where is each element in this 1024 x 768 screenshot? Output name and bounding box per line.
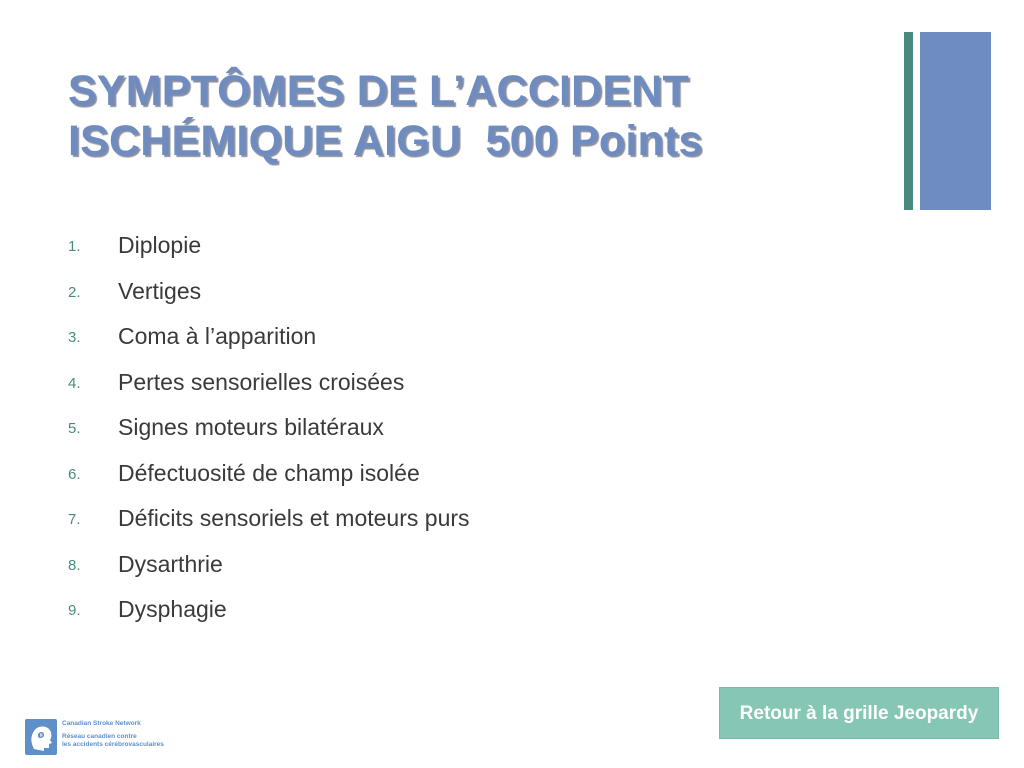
list-item-number: 5. [68, 420, 81, 437]
head-profile-icon [25, 719, 57, 755]
list-item-number: 8. [68, 556, 81, 574]
back-to-jeopardy-grid-button[interactable]: Retour à la grille Jeopardy [719, 687, 999, 739]
slide-title-line-2: ISCHÉMIQUE AIGU 500 Points [68, 117, 703, 165]
list-item-number: 9. [68, 602, 81, 619]
canadian-stroke-network-logo [25, 719, 205, 761]
logo-line-english: Canadian Stroke Network [62, 720, 141, 727]
list-item-text: Coma à l’apparition [118, 323, 317, 349]
list-item-number: 7. [68, 511, 81, 528]
slide-title-line-1: SYMPTÔMES DE L’ACCIDENT [68, 67, 689, 115]
list-item-text: Dysphagie [118, 596, 227, 622]
decorative-bar-thin [904, 32, 913, 210]
logo-text [62, 720, 164, 749]
list-item-text: Déficits sensoriels et moteurs purs [118, 505, 470, 531]
list-item-text: Signes moteurs bilatéraux [118, 414, 384, 440]
list-item-text: Dysarthrie [118, 550, 223, 577]
list-item-number: 6. [68, 465, 81, 483]
logo-line-french-2: les accidents cérébrovasculaires [62, 741, 164, 748]
decorative-bar-thick [920, 32, 991, 210]
list-item-text: Défectuosité de champ isolée [118, 459, 420, 486]
list-item-number: 4. [68, 374, 81, 392]
logo-line-french-1: Réseau canadien contre [62, 733, 137, 740]
list-item-number: 1. [68, 238, 81, 255]
list-item-text: Vertiges [118, 277, 202, 304]
list-item-number: 3. [68, 329, 81, 346]
list-item-number: 2. [68, 283, 81, 301]
slide-title [68, 66, 868, 166]
list-item-text: Diplopie [118, 232, 202, 258]
list-item-text: Pertes sensorielles croisées [118, 368, 405, 395]
